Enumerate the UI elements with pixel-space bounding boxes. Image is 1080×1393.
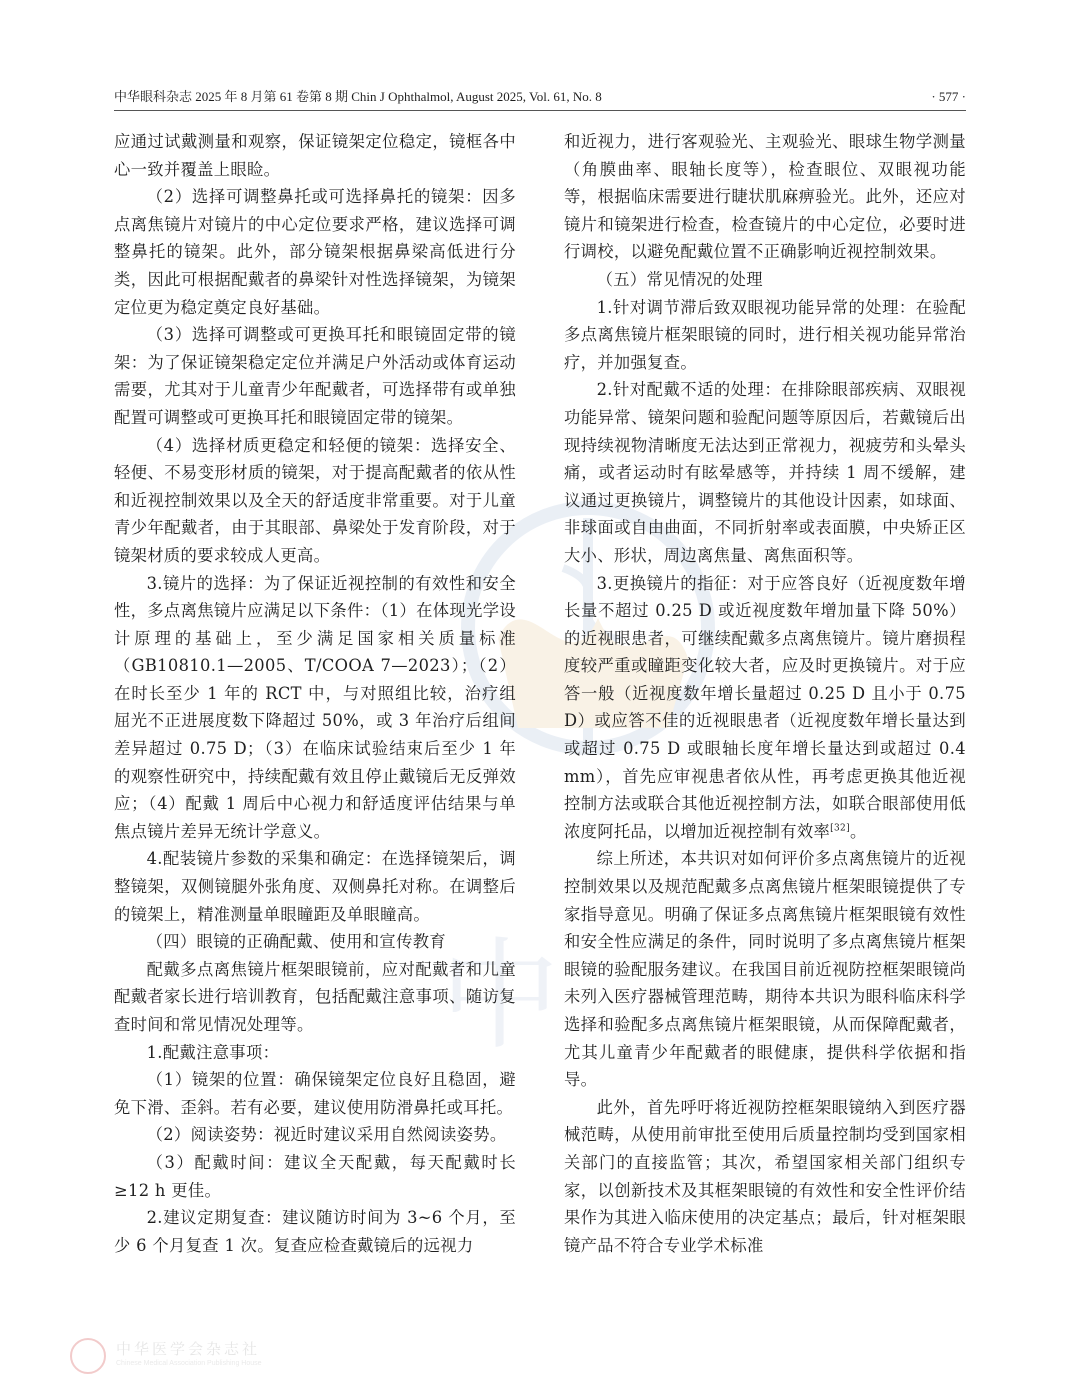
publisher-name-en: Chinese Medical Association Publishing House bbox=[116, 1360, 262, 1367]
paragraph bbox=[114, 128, 516, 183]
paragraph-text: （3）配戴时间：建议全天配戴，每天配戴时长≥12 h 更佳。 bbox=[114, 1152, 516, 1200]
paragraph-text: 此外，首先呼吁将近视防控框架眼镜纳入到医疗器械范畴，从使用前审批至使用后质量控制均受到国家相关部门的直接监管；其次，希望国家相关部门组织专家，以创新技术及其框架眼镜的有效性和安全性评价结果作为其进入临床使用的决定基点；最后，针对框架眼镜产品不符合专业学术标准 bbox=[564, 1097, 966, 1255]
publisher-name: 中华医学会杂志社 bbox=[116, 1340, 261, 1358]
paragraph-text: 2.针对配戴不适的处理：在排除眼部疾病、双眼视功能异常、镜架问题和验配问题等原因后，若戴镜后出现持续视物清晰度无法达到正常视力，视疲劳和头晕头痛，或者运动时有眩晕感等，并持续 1 周不缓解，建议通过更换镜片，调整镜片的其他设计因素，如球面、非球面或自由曲面，不同折射率或表面膜，中央矫正区大小、形状，周边离焦量、离焦面积等。 bbox=[564, 380, 966, 565]
paragraph-text: （四）眼镜的正确配戴、使用和宣传教育 bbox=[146, 932, 446, 952]
paragraph bbox=[114, 321, 516, 431]
paragraph bbox=[114, 432, 516, 570]
paragraph-text: （3）选择可调整或可更换耳托和眼镜固定带的镜架：为了保证镜架稳定定位并满足户外活动或体育运动需要，尤其对于儿童青少年配戴者，可选择带有或单独配置可调整或可更换耳托和眼镜固定带的镜架。 bbox=[114, 325, 516, 427]
paragraph-text: 3.镜片的选择：为了保证近视控制的有效性和安全性，多点离焦镜片应满足以下条件：（1）在体现光学设计原理的基础上，至少满足国家相关质量标准（GB10810.1—2005、T/COOA 7—2023）；（2）在时长至少 1 年的 RCT 中，与对照组比较，治疗组屈光不正进展度数下降超过 50%，或 3 年治疗后组间差异超过 0.75 D；（3）在临床试验结束后至少 1 年的观察性研究中，持续配戴有效且停止戴镜后无反弹效应；（4）配戴 1 周后中心视力和舒适度评估结果与单焦点镜片差异无统计学意义。 bbox=[114, 573, 516, 841]
paragraph bbox=[564, 266, 966, 294]
publisher-mark-icon bbox=[70, 1338, 106, 1374]
paragraph-text: 2.建议定期复查：建议随访时间为 3~6 个月，至少 6 个月复查 1 次。复查应检查戴镜后的远视力 bbox=[114, 1208, 516, 1255]
paragraph-text: （4）选择材质更稳定和轻便的镜架：选择安全、轻便、不易变形材质的镜架，对于提高配戴者的依从性和近视控制效果以及全天的舒适度非常重要。对于儿童青少年配戴者，由于其眼部、鼻梁处于发育阶段，对于镜架材质的要求较成人更高。 bbox=[114, 435, 516, 565]
paragraph bbox=[114, 956, 516, 1039]
running-header bbox=[114, 88, 966, 111]
paragraph bbox=[114, 1121, 516, 1149]
paragraph-text: 3.更换镜片的指征：对于应答良好（近视度数年增长量不超过 0.25 D 或近视度数年增加量下降 50%）的近视眼患者，可继续配戴多点离焦镜片。镜片磨损程度较严重或瞳距变化较大者，应及时更换镜片。对于应答一般（近视度数年增长量超过 0.25 D 且小于 0.75 D）或应答不佳的近视眼患者（近视度数年增长量达到或超过 0.75 D 或眼轴长度年增长量达到或超过 0.4 mm），首先应审视患者依从性，再考虑更换其他近视控制方法或联合其他近视控制方法，如联合眼部使用低浓度阿托品，以增加近视控制有效率 bbox=[564, 573, 966, 841]
paragraph bbox=[564, 1094, 966, 1260]
paragraph bbox=[114, 570, 516, 846]
paragraph-text: 综上所述，本共识对如何评价多点离焦镜片的近视控制效果以及规范配戴多点离焦镜片框架眼镜提供了专家指导意见。明确了保证多点离焦镜片框架眼镜有效性和安全性应满足的条件，同时说明了多点离焦镜片框架眼镜的验配服务建议。在我国目前近视防控框架眼镜尚未列入医疗器械管理范畴，期待本共识为眼科临床科学选择和验配多点离焦镜片框架眼镜，从而保障配戴者，尤其儿童青少年配戴者的眼健康，提供科学依据和指导。 bbox=[564, 849, 966, 1090]
paragraph bbox=[114, 183, 516, 321]
paragraph-text: 1.针对调节滞后致双眼视功能异常的处理：在验配多点离焦镜片框架眼镜的同时，进行相关视功能异常治疗，并加强复查。 bbox=[564, 297, 966, 372]
paragraph bbox=[564, 376, 966, 569]
paragraph bbox=[114, 1149, 516, 1204]
paragraph-tail: 。 bbox=[849, 821, 867, 841]
paragraph-text: （2）选择可调整鼻托或可选择鼻托的镜架：因多点离焦镜片对镜片的中心定位要求严格，建议选择可调整鼻托的镜架。此外，部分镜架根据鼻梁高低进行分类，因此可根据配戴者的鼻梁针对性选择镜架，为镜架定位更为稳定奠定良好基础。 bbox=[114, 187, 516, 317]
journal-citation: 中华眼科杂志 2025 年 8 月第 61 卷第 8 期 Chin J Ophthalmol, August 2025, Vol. 61, No. 8 bbox=[114, 89, 602, 104]
page-number: · 577 · bbox=[931, 89, 966, 104]
paragraph-text: （五）常见情况的处理 bbox=[596, 269, 763, 289]
left-column bbox=[114, 128, 516, 1328]
paragraph bbox=[114, 928, 516, 956]
paragraph bbox=[564, 570, 966, 846]
paragraph bbox=[114, 845, 516, 928]
calligraphy-watermark: 中 bbox=[440, 927, 580, 1066]
publisher-logo bbox=[70, 1336, 310, 1376]
paragraph-text: 应通过试戴测量和观察，保证镜架定位稳定，镜框各中心一致并覆盖上眼睑。 bbox=[114, 132, 516, 179]
paragraph bbox=[114, 1066, 516, 1121]
paragraph-text: （1）镜架的位置：确保镜架定位良好且稳固，避免下滑、歪斜。若有必要，建议使用防滑鼻托或耳托。 bbox=[114, 1070, 516, 1117]
right-column bbox=[564, 128, 966, 1328]
paragraph bbox=[564, 845, 966, 1093]
paragraph-text: 和近视力，进行客观验光、主观验光、眼球生物学测量（角膜曲率、眼轴长度等），检查眼位、双眼视功能等，根据临床需要进行睫状肌麻痹验光。此外，还应对镜片和镜架进行检查，检查镜片的中心定位，必要时进行调校，以避免配戴位置不正确影响近视控制效果。 bbox=[564, 132, 966, 262]
paragraph bbox=[114, 1204, 516, 1259]
paragraph bbox=[114, 1039, 516, 1067]
paragraph bbox=[564, 128, 966, 266]
paragraph-text: 4.配装镜片参数的采集和确定：在选择镜架后，调整镜架，双侧镜腿外张角度、双侧鼻托对称。在调整后的镜架上，精准测量单眼瞳距及单眼瞳高。 bbox=[114, 849, 516, 924]
paragraph-text: 配戴多点离焦镜片框架眼镜前，应对配戴者和儿童配戴者家长进行培训教育，包括配戴注意事项、随访复查时间和常见情况处理等。 bbox=[114, 959, 516, 1034]
citation-ref[interactable]: [32] bbox=[830, 823, 850, 834]
paragraph-text: 1.配戴注意事项： bbox=[146, 1042, 280, 1062]
paragraph-text: （2）阅读姿势：视近时建议采用自然阅读姿势。 bbox=[146, 1125, 507, 1145]
paragraph bbox=[564, 294, 966, 377]
